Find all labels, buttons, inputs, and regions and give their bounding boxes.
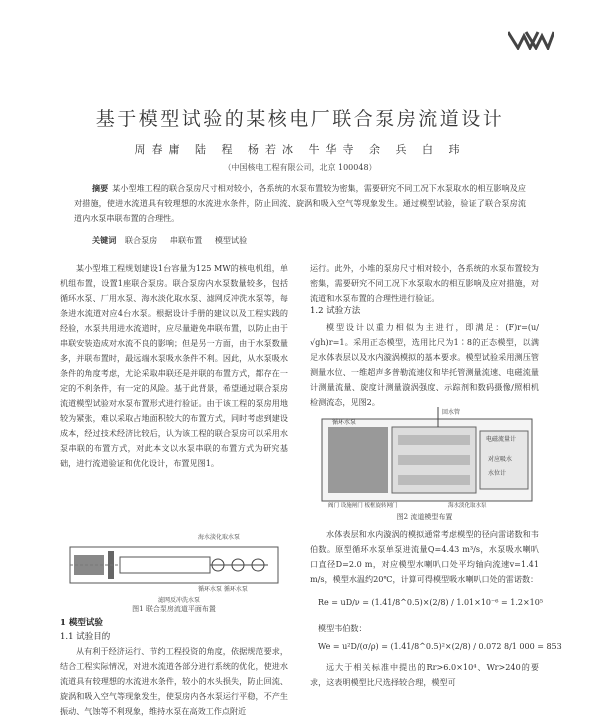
- journal-logo-icon: [508, 30, 554, 50]
- fig2-label-center: 电磁流量计: [486, 436, 517, 443]
- keywords: [92, 235, 522, 246]
- keyword: 联合泵房: [124, 235, 158, 245]
- author-list: 周春庸 陆 程 杨若冰 牛华寺 余 兵 白 玮: [134, 143, 466, 156]
- figure-1: [68, 527, 280, 605]
- abstract-label: 摘要: [92, 183, 109, 193]
- fig1-label-bottom: 滤网反冲洗水泵: [158, 597, 201, 604]
- purpose-paragraph: 从有利于经济运行、节约工程投资的角度，依据规范要求，结合工程实际情况，对进水流道各部分进行系统的优化，使进水流道具有较理想的水流进水条件，较小的水头损失，防止回流、旋涡和吸入空气等现象发生，使泵房内各水泵运行平稳，不产生振动、气蚀等不利现象，维持水泵在高效工作点附近: [60, 646, 288, 716]
- fig2-label-right2: 水位计: [488, 470, 507, 477]
- conclusion-paragraph: 远大于相关标准中提出的Rr>6.0×10⁴、Wr>240的要求，这表明模型比尺选择较合理，模型可: [310, 662, 539, 687]
- keywords-label: 关键词: [92, 235, 117, 245]
- fig2-label-bottom1: 阀门 设施闸门 板框旋转网门: [328, 503, 398, 509]
- fig2-label-right1: 对应吸水: [488, 456, 513, 463]
- weber-formula: We = u²D/(σ/ρ) = (1.41/8^0.5)²×(2/8) / 0.072 8/1 000 = 853: [318, 642, 562, 651]
- reynolds-formula: Re = uD/ν = (1.41/8^0.5)×(2/8) / 1.01×10⁻⁶ = 1.2×10⁵: [318, 598, 544, 607]
- fig2-label-bottom2: 海水淡化取水泵: [448, 503, 487, 509]
- fig1-label-top: 海水淡化取水泵: [198, 534, 241, 541]
- figure-1-caption: 图1 联合泵房流道平面布置: [132, 605, 216, 613]
- keyword: 模型试验: [214, 235, 248, 245]
- keyword: 串联布置: [169, 235, 203, 245]
- weber-label: 模型韦伯数：: [318, 623, 367, 633]
- affiliation: （中国核电工程有限公司，北京 100048）: [223, 163, 377, 172]
- paper-title: 基于模型试验的某核电厂联合泵房流道设计: [95, 108, 505, 130]
- fig2-label-top: 回水管: [442, 409, 461, 416]
- abstract-text: 某小型堆工程的联合泵房尺寸相对较小，各系统的水泵布置较为密集，需要研究不同工况下水泵取水的相互影响及应对措施，使进水流道具有较理想的水流进水条件，防止回流、旋涡和吸入空气等现象发生。通过模型试验，验证了联合泵房流道内水泵串联布置的合理性。: [74, 183, 526, 223]
- figure-2: [318, 405, 536, 510]
- section-heading: 1 模型试验: [60, 618, 103, 628]
- figure-2-caption: 图2 流道模型布置: [396, 513, 453, 521]
- similarity-paragraph: 水体表层和水内漩涡的模拟通常考虑模型的径向雷诺数和韦伯数。原型循环水泵单泵进流量Q=4.43 m³/s，水泵吸水喇叭口直径D=2.0 m，对应模型水喇叭口处平均轴向流速v=1.41 m/s，模型水温约20℃，计算可得模型吸水喇叭口处的雷诺数：: [310, 529, 539, 584]
- subsection-heading: 1.1 试验目的: [60, 632, 111, 642]
- method-paragraph: 模型设计以重力相似为主进行，即满足：(F)r=(u/√gh)r=1。采用正态模型，选用比尺为1∶8的正态模型，以满足水体表层以及水内漩涡模拟的基本要求。模型试验采用测压管测量水位、一维超声多普勒流速仪和毕托管测量流速、电磁流量计测量流量、旋度计测量漩涡强度、示踪剂和数码摄像/照相机检测流态，见图2。: [310, 322, 539, 407]
- abstract: [74, 181, 526, 226]
- continued-paragraph: 运行。此外，小堆的泵房尺寸相对较小，各系统的水泵布置较为密集，需要研究不同工况下水泵取水的相互影响及应对措施，对流道和水泵布置的合理性进行验证。: [310, 263, 539, 303]
- intro-paragraph: 某小型堆工程规划建设1台容量为125 MW的核电机组，单机组布置，设置1座联合泵房。联合泵房内水泵数量较多，包括循环水泵、厂用水泵、海水淡化取水泵、滤网反冲洗水泵等，每条进水流道对应4台水泵。根据设计手册的建议以及工程实践的经验，水泵共用进水流道时，应尽量避免串联布置，以防止由于串联安装造成对水流不良的影响；但是另一方面，由于水泵数量多，并联布置时，最远端水泵吸水条件不利。因此，从水泵吸水条件的角度考虑，尤论采取串联还是并联的布置方式，都存在一定的不利条件，有一定的风险。基于此背景，希望通过联合泵房流道模型试验对水泵布置形式进行验证。由于该工程的泵房用地较为紧张，难以采取占地面积较大的布置方式，同时考虑到建设成本，经过技术经济比较后，认为该工程的联合泵房可以采用水泵串联的布置方式，对此本文以水泵串联的布置方式为研究基础，进行流道验证和优化设计，布置见图1。: [60, 263, 288, 468]
- subsection-heading: 1.2 试验方法: [310, 306, 361, 316]
- fig2-label-left: 循环水泵: [332, 419, 357, 426]
- fig1-label-middle: 循环水泵 循环水泵: [198, 586, 248, 593]
